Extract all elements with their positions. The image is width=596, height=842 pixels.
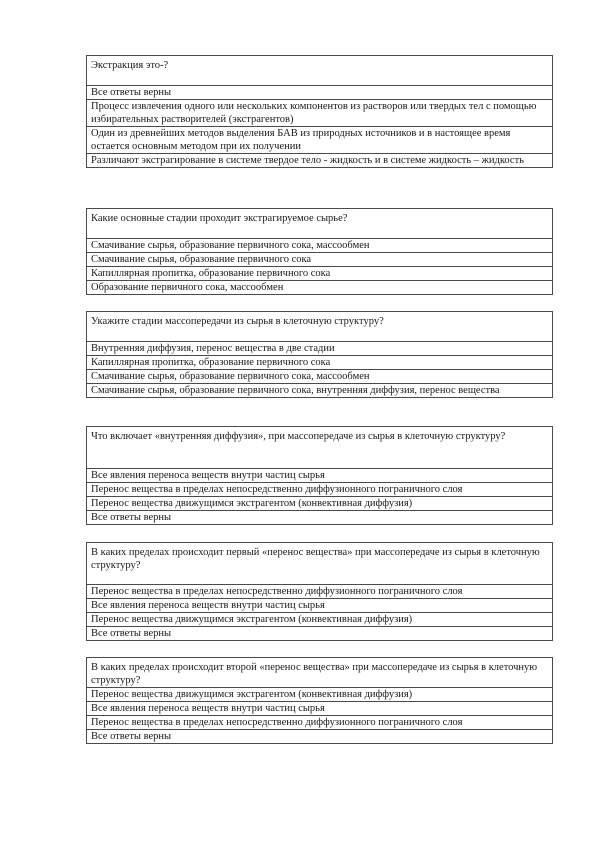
- answer-option: Смачивание сырья, образование первичного сока, внутренняя диффузия, перенос вещества: [87, 384, 553, 398]
- question-text: В каких пределах происходит второй «перенос вещества» при массопередаче из сырья в клеточную структуру?: [87, 658, 553, 688]
- answer-option: Перенос вещества движущимся экстрагентом (конвективная диффузия): [87, 497, 553, 511]
- answer-option: Внутренняя диффузия, перенос вещества в две стадии: [87, 342, 553, 356]
- question-block-6: [86, 657, 553, 744]
- answer-option: Перенос вещества в пределах непосредственно диффузионного пограничного слоя: [87, 716, 553, 730]
- answer-option: Все ответы верны: [87, 627, 553, 641]
- answer-option: Смачивание сырья, образование первичного сока: [87, 253, 553, 267]
- answer-option: Смачивание сырья, образование первичного сока, массообмен: [87, 370, 553, 384]
- answer-option: Все ответы верны: [87, 86, 553, 100]
- answer-option: Смачивание сырья, образование первичного сока, массообмен: [87, 239, 553, 253]
- answer-option: Один из древнейших методов выделения БАВ из природных источников и в настоящее время остается основным методом при их получении: [87, 127, 553, 154]
- question-text: В каких пределах происходит первый «перенос вещества» при массопередаче из сырья в клеточную структуру?: [87, 543, 553, 585]
- answer-option: Все явления переноса веществ внутри частиц сырья: [87, 599, 553, 613]
- answer-option: Капиллярная пропитка, образование первичного сока: [87, 267, 553, 281]
- answer-option: Процесс извлечения одного или нескольких компонентов из растворов или твердых тел с помощью избирательных растворителей (экстрагентов): [87, 100, 553, 127]
- answer-option: Все ответы верны: [87, 730, 553, 744]
- answer-option: Все ответы верны: [87, 511, 553, 525]
- answer-option: Перенос вещества движущимся экстрагентом (конвективная диффузия): [87, 613, 553, 627]
- question-text: Какие основные стадии проходит экстрагируемое сырье?: [87, 209, 553, 239]
- question-block-4: [86, 426, 553, 525]
- question-block-5: [86, 542, 553, 641]
- answer-option: Все явления переноса веществ внутри частиц сырья: [87, 469, 553, 483]
- question-text: Укажите стадии массопередачи из сырья в клеточную структуру?: [87, 312, 553, 342]
- question-text: Экстракция это-?: [87, 56, 553, 86]
- question-text: Что включает «внутренняя диффузия», при массопередаче из сырья в клеточную структуру?: [87, 427, 553, 469]
- answer-option: Перенос вещества в пределах непосредственно диффузионного пограничного слоя: [87, 483, 553, 497]
- question-block-2: [86, 208, 553, 295]
- question-block-1: [86, 55, 553, 168]
- question-block-3: [86, 311, 553, 398]
- answer-option: Перенос вещества движущимся экстрагентом (конвективная диффузия): [87, 688, 553, 702]
- answer-option: Капиллярная пропитка, образование первичного сока: [87, 356, 553, 370]
- answer-option: Все явления переноса веществ внутри частиц сырья: [87, 702, 553, 716]
- answer-option: Различают экстрагирование в системе твердое тело - жидкость и в системе жидкость – жидкость: [87, 154, 553, 168]
- answer-option: Образование первичного сока, массообмен: [87, 281, 553, 295]
- answer-option: Перенос вещества в пределах непосредственно диффузионного пограничного слоя: [87, 585, 553, 599]
